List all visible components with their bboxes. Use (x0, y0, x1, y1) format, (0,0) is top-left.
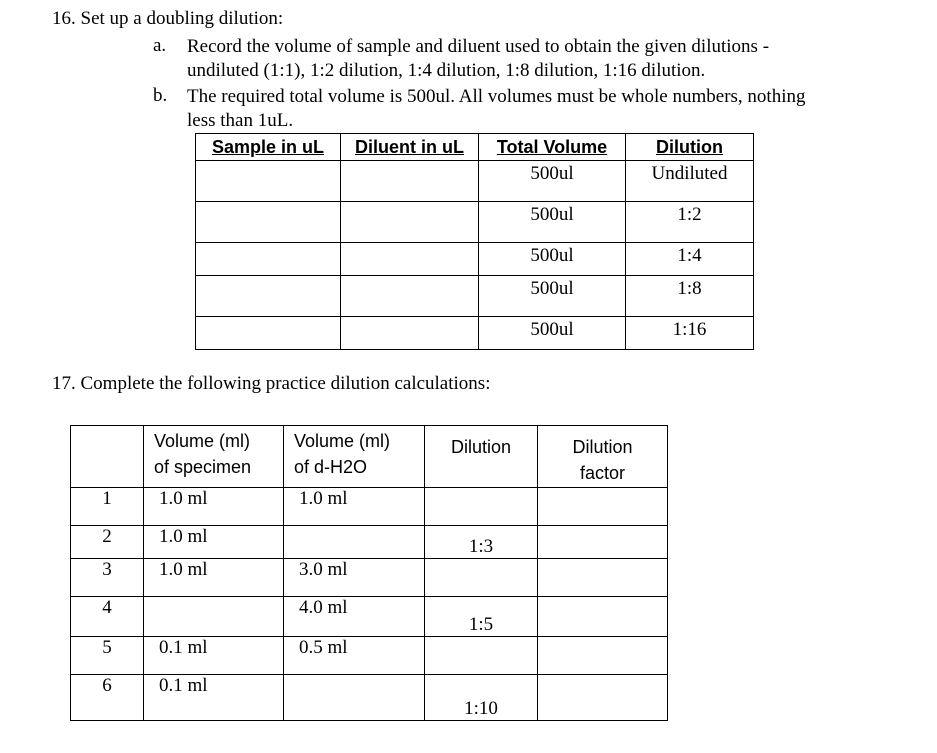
specimen-cell: 0.1 ml (144, 675, 284, 721)
table-header-row (71, 426, 668, 488)
dilution-cell: 1:4 (626, 243, 754, 276)
dilution-cell[interactable] (425, 637, 538, 675)
total-cell: 500ul (479, 202, 626, 243)
water-cell[interactable] (284, 675, 425, 721)
header-total-volume: Total Volume (479, 134, 626, 161)
item-b-text (187, 85, 805, 133)
specimen-cell: 1.0 ml (144, 526, 284, 559)
sample-cell[interactable] (196, 202, 341, 243)
row-number: 6 (71, 675, 144, 721)
total-cell: 500ul (479, 276, 626, 317)
header-dilution: Dilution (425, 426, 538, 488)
total-cell: 500ul (479, 243, 626, 276)
item-a-text (187, 35, 769, 83)
practice-dilution-table (70, 425, 668, 721)
table-row (71, 526, 668, 559)
header-factor-line-1: Dilution (572, 437, 633, 457)
header-water (284, 426, 425, 488)
header-diluent: Diluent in uL (341, 134, 479, 161)
dilution-cell: 1:8 (626, 276, 754, 317)
table-row (196, 243, 754, 276)
header-specimen (144, 426, 284, 488)
header-factor-line-2: factor (579, 463, 626, 483)
item-b-line-1: The required total volume is 500ul. All volumes must be whole numbers, nothing (187, 86, 806, 107)
table-row (71, 637, 668, 675)
water-cell: 1.0 ml (284, 488, 425, 526)
header-water-line-1: Volume (ml) (294, 431, 391, 451)
dilution-cell: Undiluted (626, 161, 754, 202)
row-number: 4 (71, 597, 144, 637)
header-water-line-2: of d-H2O (294, 457, 368, 477)
specimen-cell[interactable] (144, 597, 284, 637)
table-row (71, 488, 668, 526)
question-17-title: 17. Complete the following practice dilution calculations: (52, 373, 491, 394)
row-number: 3 (71, 559, 144, 597)
sample-cell[interactable] (196, 276, 341, 317)
total-cell: 500ul (479, 161, 626, 202)
dilution-cell: 1:3 (425, 526, 538, 559)
water-cell[interactable] (284, 526, 425, 559)
water-cell: 0.5 ml (284, 637, 425, 675)
header-sample: Sample in uL (196, 134, 341, 161)
specimen-cell: 1.0 ml (144, 488, 284, 526)
factor-cell[interactable] (538, 559, 668, 597)
table-row (71, 559, 668, 597)
table-row (71, 675, 668, 721)
dilution-cell[interactable] (425, 488, 538, 526)
table-row (196, 276, 754, 317)
item-b-line-2: less than 1uL. (187, 110, 294, 131)
diluent-cell[interactable] (341, 276, 479, 317)
water-cell: 3.0 ml (284, 559, 425, 597)
diluent-cell[interactable] (341, 202, 479, 243)
factor-cell[interactable] (538, 526, 668, 559)
specimen-cell: 0.1 ml (144, 637, 284, 675)
item-b-label: b. (153, 85, 168, 106)
row-number: 5 (71, 637, 144, 675)
dilution-cell: 1:10 (425, 675, 538, 721)
total-cell: 500ul (479, 317, 626, 350)
sample-cell[interactable] (196, 317, 341, 350)
table-row (196, 202, 754, 243)
factor-cell[interactable] (538, 675, 668, 721)
header-number-cell (71, 426, 144, 488)
table-row (196, 317, 754, 350)
factor-cell[interactable] (538, 637, 668, 675)
doubling-dilution-table (195, 133, 754, 350)
dilution-cell: 1:5 (425, 597, 538, 637)
header-specimen-line-2: of specimen (154, 457, 252, 477)
table-header-row (196, 134, 754, 161)
header-specimen-line-1: Volume (ml) (154, 431, 251, 451)
diluent-cell[interactable] (341, 243, 479, 276)
specimen-cell: 1.0 ml (144, 559, 284, 597)
table-row (196, 161, 754, 202)
table-row (71, 597, 668, 637)
header-dilution: Dilution (626, 134, 754, 161)
sample-cell[interactable] (196, 243, 341, 276)
sample-cell[interactable] (196, 161, 341, 202)
diluent-cell[interactable] (341, 317, 479, 350)
dilution-cell: 1:2 (626, 202, 754, 243)
item-a-line-1: Record the volume of sample and diluent used to obtain the given dilutions - (187, 36, 770, 57)
row-number: 1 (71, 488, 144, 526)
header-dilution-factor (538, 426, 668, 488)
diluent-cell[interactable] (341, 161, 479, 202)
row-number: 2 (71, 526, 144, 559)
water-cell: 4.0 ml (284, 597, 425, 637)
dilution-cell[interactable] (425, 559, 538, 597)
item-a-label: a. (153, 35, 167, 56)
dilution-cell: 1:16 (626, 317, 754, 350)
question-16-title: 16. Set up a doubling dilution: (52, 8, 284, 29)
factor-cell[interactable] (538, 488, 668, 526)
item-a-line-2: undiluted (1:1), 1:2 dilution, 1:4 dilution, 1:8 dilution, 1:16 dilution. (187, 60, 706, 81)
factor-cell[interactable] (538, 597, 668, 637)
